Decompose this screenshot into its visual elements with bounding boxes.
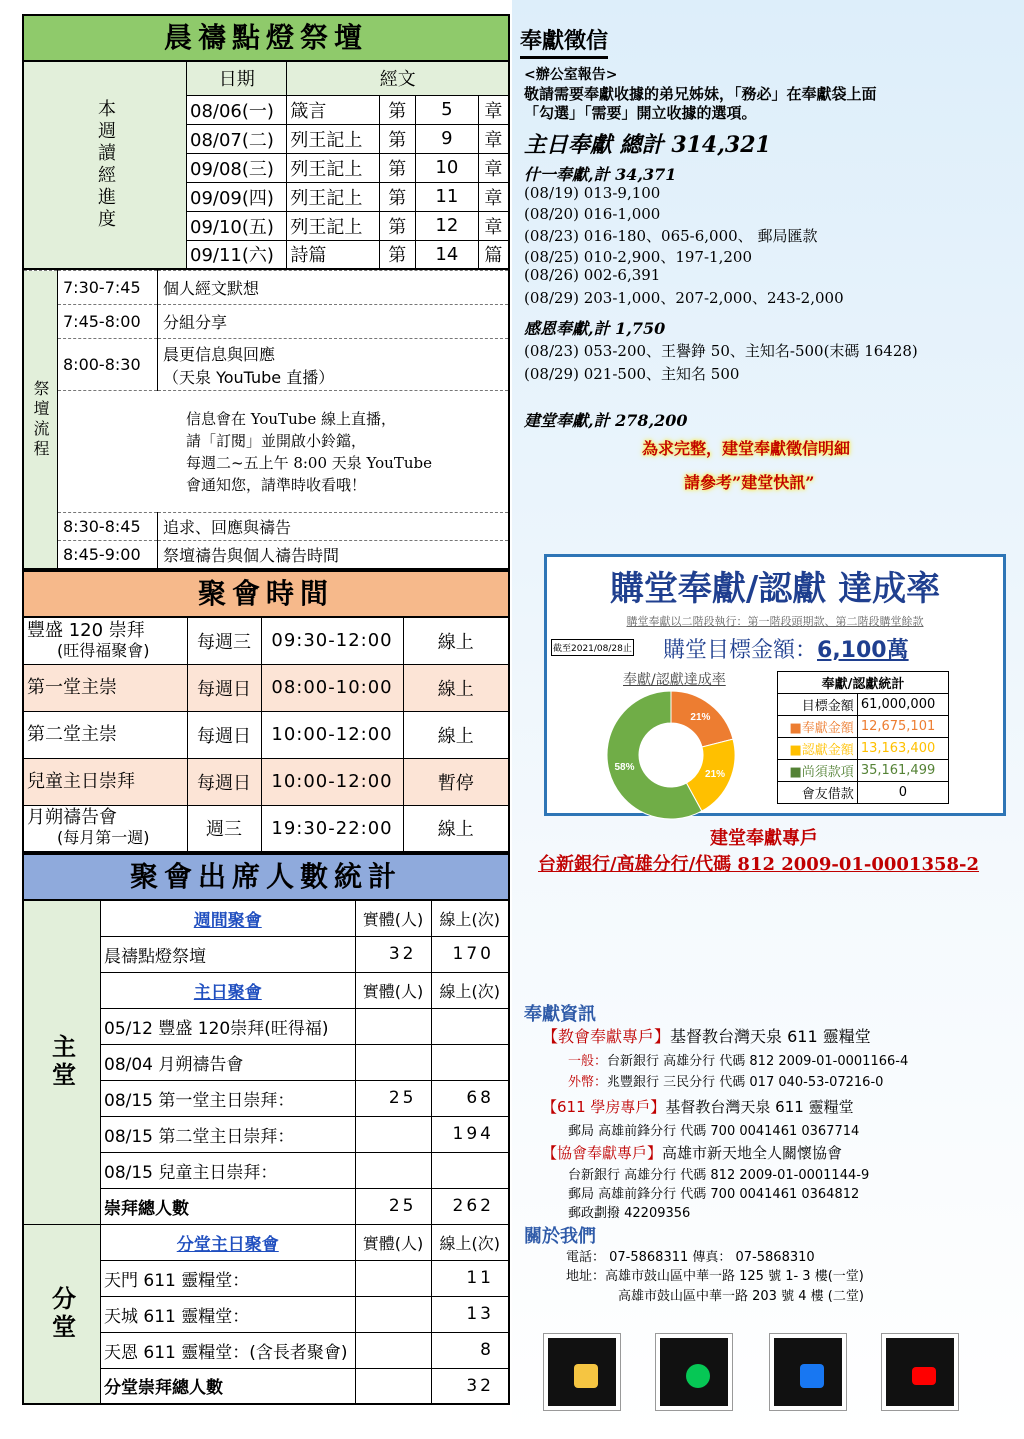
- stats-label: ■奉獻金額: [778, 716, 858, 738]
- meeting-name: [23, 805, 187, 852]
- attendance-section-head[interactable]: 週間聚會: [101, 900, 356, 936]
- attendance-online: 68: [431, 1080, 509, 1116]
- stats-label: 會友借款: [778, 782, 858, 804]
- meeting-table: [22, 616, 510, 853]
- info-org: 高雄市新天地全人關懷協會: [662, 1144, 843, 1162]
- flow-item: 分組分享: [158, 305, 510, 339]
- flow-item: 追求、回應與禱告: [158, 513, 510, 541]
- info-heading: 【教會奉獻專戶】: [542, 1027, 671, 1046]
- reading-date: 09/08(三): [187, 153, 287, 182]
- youtube-note: [58, 391, 510, 513]
- thanks-line: (08/29) 021-500、主知名 500: [524, 365, 740, 383]
- note-line: 請「訂閱」並開啟小鈴鐺，: [186, 431, 367, 450]
- flow-time: 8:30-8:45: [58, 513, 158, 541]
- meeting-mode: 線上: [403, 805, 509, 852]
- box-title: 購堂奉獻/認獻 達成率: [609, 569, 941, 609]
- donut-label: 21%: [690, 712, 711, 724]
- reading-date: 08/06(一): [187, 95, 287, 124]
- flow-item: 個人經文默想: [158, 271, 510, 305]
- meeting-day: 每週日: [187, 664, 261, 711]
- meeting-row: [23, 664, 509, 711]
- attendance-head-row: [23, 1224, 509, 1260]
- attendance-in: [355, 1332, 431, 1368]
- attendance-name: 08/04 月朔禱告會: [101, 1044, 356, 1080]
- reading-ch: 第: [379, 124, 415, 153]
- reading-date: 09/09(四): [187, 182, 287, 211]
- reading-date: 09/10(五): [187, 211, 287, 240]
- stats-row: [778, 694, 949, 716]
- reading-unit: 篇: [478, 240, 509, 269]
- flow-time: 8:00-8:30: [58, 339, 158, 391]
- office-report: <辦公室報告>: [524, 67, 618, 83]
- stats-row: [778, 760, 949, 782]
- info-org: 基督教台灣天泉 611 靈糧堂: [665, 1098, 854, 1116]
- target-value: 6,100萬: [817, 638, 909, 663]
- stats-value: 0: [857, 782, 948, 804]
- meeting-mode: 線上: [403, 711, 509, 758]
- attendance-in: [355, 1008, 431, 1044]
- reading-num: 14: [415, 240, 478, 269]
- qr-youtube-icon[interactable]: [882, 1334, 958, 1410]
- reading-book: 列王記上: [287, 182, 379, 211]
- qr-611-logo-icon[interactable]: [544, 1334, 620, 1410]
- meeting-mode: 線上: [403, 617, 509, 664]
- date-header: 日期: [187, 61, 287, 95]
- col-online-header: 線上(次): [431, 900, 509, 936]
- thanks-line: (08/23) 053-200、王譽錚 50、主知名-500(末碼 16428): [524, 342, 918, 360]
- attendance-in: [355, 1152, 431, 1188]
- meeting-title: 聚會時間: [22, 570, 510, 616]
- sunday-total: 主日奉獻 總計 314,321: [524, 132, 771, 158]
- meeting-name-line: (每月第一週): [57, 828, 150, 848]
- stats-label: ■尚須款項: [778, 760, 858, 782]
- meeting-time: 19:30-22:00: [261, 805, 403, 852]
- reading-date: 08/07(二): [187, 124, 287, 153]
- about-title: 關於我們: [524, 1226, 596, 1247]
- attendance-online: 11: [431, 1260, 509, 1296]
- reading-unit: 章: [478, 182, 509, 211]
- right-column: [512, 0, 1024, 1439]
- meeting-day: 每週三: [187, 617, 261, 664]
- attendance-title: 聚會出席人數統計: [22, 853, 510, 899]
- chart-title: 奉獻/認獻達成率: [623, 672, 726, 688]
- stats-value: 13,163,400: [857, 738, 948, 760]
- scripture-header: 經文: [287, 61, 509, 95]
- reading-num: 9: [415, 124, 478, 153]
- building-note: 為求完整，建堂奉獻徵信明細: [642, 439, 851, 458]
- prayer-title: 晨禱點燈祭壇: [22, 14, 510, 60]
- info-detail: 兆豐銀行 三民分行 代碼 017 040-53-07216-0: [607, 1075, 884, 1090]
- attendance-name: 08/15 兒童主日崇拜：: [101, 1152, 356, 1188]
- reading-unit: 章: [478, 211, 509, 240]
- attendance-group-label: 分堂: [23, 1224, 101, 1404]
- date-tag: 截至2021/08/28止: [551, 639, 634, 656]
- stats-table: [777, 671, 949, 804]
- attendance-online: 8: [431, 1332, 509, 1368]
- attendance-online: 170: [431, 936, 509, 972]
- reading-date: 09/11(六): [187, 240, 287, 269]
- attendance-in: [355, 1368, 431, 1404]
- meeting-name: [23, 617, 187, 664]
- col-in-header: 實體(人): [355, 972, 431, 1008]
- qr-facebook-icon[interactable]: [770, 1334, 846, 1410]
- flow-time: 7:45-8:00: [58, 305, 158, 339]
- meeting-name-line: 兒童主日崇拜: [27, 770, 135, 792]
- info-line: [542, 1024, 871, 1047]
- attendance-online: [431, 1008, 509, 1044]
- attendance-in: 32: [355, 936, 431, 972]
- note-line: 信息會在 YouTube 線上直播，: [186, 409, 396, 428]
- tithe-heading: 什一奉獻,計 34,371: [524, 165, 677, 184]
- donut-label: 21%: [705, 769, 726, 781]
- attendance-online: 32: [431, 1368, 509, 1404]
- meeting-time: 10:00-12:00: [261, 711, 403, 758]
- attendance-name: 天城 611 靈糧堂：: [101, 1296, 356, 1332]
- tithe-line: (08/29) 203-1,000、207-2,000、243-2,000: [524, 289, 844, 307]
- stats-title: 奉獻/認獻統計: [778, 672, 949, 694]
- attendance-name: 晨禱點燈祭壇: [101, 936, 356, 972]
- donut-chart: [601, 685, 741, 825]
- attendance-name: 分堂崇拜總人數: [101, 1368, 356, 1404]
- reading-label: 本週讀經進度: [23, 61, 187, 269]
- meeting-row: [23, 711, 509, 758]
- meeting-day: 每週日: [187, 711, 261, 758]
- attendance-section-head[interactable]: 主日聚會: [101, 972, 356, 1008]
- col-in-header: 實體(人): [355, 900, 431, 936]
- info-line: [568, 1050, 908, 1069]
- reading-book: 箴言: [287, 95, 379, 124]
- attendance-name: 天恩 611 靈糧堂：(含長者聚會): [101, 1332, 356, 1368]
- attendance-head-row: [23, 900, 509, 936]
- reading-ch: 第: [379, 240, 415, 269]
- meeting-name: [23, 758, 187, 805]
- reading-ch: 第: [379, 153, 415, 182]
- info-heading: 【611 學房專戶】: [542, 1098, 666, 1116]
- reading-book: 詩篇: [287, 240, 379, 269]
- attendance-name: 天門 611 靈糧堂：: [101, 1260, 356, 1296]
- building-note: 請參考”建堂快訊”: [684, 473, 815, 492]
- account-line: 台新銀行/高雄分行/代碼 812 2009-01-0001358-2: [538, 854, 980, 875]
- attendance-in: 25: [355, 1080, 431, 1116]
- info-line: [542, 1142, 842, 1163]
- offering-title: 奉獻徵信: [520, 24, 608, 59]
- meeting-day: 每週日: [187, 758, 261, 805]
- box-subtitle: 購堂奉獻以二階段執行：第一階段頭期款、第二階段購堂餘款: [626, 615, 924, 628]
- about-phone: 電話： 07-5868311 傳真： 07-5868310: [566, 1250, 815, 1265]
- flow-item: [158, 339, 510, 391]
- reading-ch: 第: [379, 182, 415, 211]
- notice-line: 敬請需要奉獻收據的弟兄姊妹，「務必」在奉獻袋上面: [524, 85, 877, 103]
- stats-label: ■認獻金額: [778, 738, 858, 760]
- thanks-heading: 感恩奉獻,計 1,750: [524, 319, 666, 338]
- attendance-in: [355, 1116, 431, 1152]
- reading-ch: 第: [379, 95, 415, 124]
- tithe-line: (08/26) 002-6,391: [524, 266, 661, 285]
- info-detail: 台新銀行 高雄分行 代碼 812 2009-01-0001144-9: [568, 1168, 870, 1183]
- flow-label: 祭壇流程: [23, 271, 58, 570]
- tithe-line: (08/23) 016-180、065-6,000、 郵局匯款: [524, 227, 818, 246]
- account-title: 建堂奉獻專戶: [710, 828, 818, 849]
- info-detail: 郵政劃撥 42209356: [568, 1206, 691, 1221]
- attendance-in: 25: [355, 1188, 431, 1224]
- meeting-day: 週三: [187, 805, 261, 852]
- qr-line-icon[interactable]: [656, 1334, 732, 1410]
- reading-book: 列王記上: [287, 153, 379, 182]
- left-column: [22, 14, 510, 1405]
- reading-unit: 章: [478, 95, 509, 124]
- attendance-name: 08/15 第二堂主日崇拜：: [101, 1116, 356, 1152]
- attendance-table: [22, 899, 510, 1405]
- reading-unit: 章: [478, 124, 509, 153]
- info-title: 奉獻資訊: [524, 1004, 596, 1025]
- building-heading: 建堂奉獻,計 278,200: [524, 411, 688, 430]
- info-detail: 台新銀行 高雄分行 代碼 812 2009-01-0001166-4: [607, 1054, 909, 1069]
- flow-item: 祭壇禱告與個人禱告時間: [158, 541, 510, 570]
- meeting-name: [23, 664, 187, 711]
- attendance-online: [431, 1152, 509, 1188]
- attendance-online: [431, 1044, 509, 1080]
- reading-book: 列王記上: [287, 211, 379, 240]
- info-tag: 外幣：: [568, 1075, 608, 1090]
- stats-value: 35,161,499: [857, 760, 948, 782]
- target-line: [663, 633, 909, 664]
- meeting-row: [23, 617, 509, 664]
- stats-row: [778, 782, 949, 804]
- reading-num: 5: [415, 95, 478, 124]
- reading-num: 12: [415, 211, 478, 240]
- attendance-online: 262: [431, 1188, 509, 1224]
- tithe-line: (08/19) 013-9,100: [524, 184, 661, 202]
- reading-table: [22, 60, 510, 270]
- info-line: [568, 1071, 883, 1090]
- info-org: 基督教台灣天泉 611 靈糧堂: [670, 1027, 871, 1046]
- flow-item-line: （天泉 YouTube 直播）: [163, 367, 335, 387]
- flow-table: [22, 270, 510, 570]
- stats-value: 61,000,000: [857, 694, 948, 716]
- attendance-in: [355, 1260, 431, 1296]
- flow-item-line: 晨更信息與回應: [163, 344, 276, 364]
- flow-time: 7:30-7:45: [58, 271, 158, 305]
- meeting-name-line: 第二堂主崇: [27, 723, 117, 745]
- attendance-online: 13: [431, 1296, 509, 1332]
- col-online-header: 線上(次): [431, 972, 509, 1008]
- meeting-name-line: (旺得福聚會): [57, 640, 150, 660]
- col-in-header: 實體(人): [355, 1224, 431, 1260]
- building-progress-box: [544, 554, 1006, 816]
- info-detail: 郵局 高雄前鋒分行 代碼 700 0041461 0367714: [568, 1124, 860, 1139]
- attendance-name: 05/12 豐盛 120崇拜(旺得福): [101, 1008, 356, 1044]
- stats-label: 目標金額: [778, 694, 858, 716]
- about-address: 高雄市鼓山區中華一路 203 號 4 樓 (二堂): [618, 1289, 864, 1304]
- stats-value: 12,675,101: [857, 716, 948, 738]
- info-line: [542, 1096, 854, 1117]
- reading-num: 10: [415, 153, 478, 182]
- attendance-name: 08/15 第一堂主日崇拜：: [101, 1080, 356, 1116]
- meeting-name: [23, 711, 187, 758]
- info-tag: 一般：: [568, 1054, 608, 1069]
- target-label: 購堂目標金額：: [663, 638, 818, 663]
- donut-label: 58%: [614, 761, 635, 773]
- meeting-name-line: 豐盛 120 崇拜: [27, 619, 145, 641]
- meeting-time: 09:30-12:00: [261, 617, 403, 664]
- attendance-online: 194: [431, 1116, 509, 1152]
- attendance-name: 崇拜總人數: [101, 1188, 356, 1224]
- flow-time: 8:45-9:00: [58, 541, 158, 570]
- reading-num: 11: [415, 182, 478, 211]
- meeting-row: [23, 758, 509, 805]
- info-heading: 【協會奉獻專戶】: [542, 1144, 663, 1162]
- meeting-time: 08:00-10:00: [261, 664, 403, 711]
- attendance-group-label: 主堂: [23, 900, 101, 1224]
- attendance-in: [355, 1296, 431, 1332]
- attendance-section-head[interactable]: 分堂主日聚會: [101, 1224, 356, 1260]
- stats-row: [778, 716, 949, 738]
- notice-line: 「勾選」「需要」開立收據的選項。: [524, 104, 757, 122]
- reading-ch: 第: [379, 211, 415, 240]
- reading-unit: 章: [478, 153, 509, 182]
- tithe-line: (08/25) 010-2,900、197-1,200: [524, 247, 752, 266]
- meeting-row: [23, 805, 509, 852]
- meeting-name-line: 第一堂主崇: [27, 676, 117, 698]
- meeting-mode: 暫停: [403, 758, 509, 805]
- about-address: 地址：高雄市鼓山區中華一路 125 號 1- 3 樓(一堂): [566, 1269, 864, 1284]
- tithe-line: (08/20) 016-1,000: [524, 204, 661, 223]
- attendance-in: [355, 1044, 431, 1080]
- reading-book: 列王記上: [287, 124, 379, 153]
- col-online-header: 線上(次): [431, 1224, 509, 1260]
- meeting-name-line: 月朔禱告會: [27, 807, 117, 829]
- note-line: 會通知您，請準時收看哦！: [186, 475, 367, 494]
- stats-row: [778, 738, 949, 760]
- meeting-mode: 線上: [403, 664, 509, 711]
- info-detail: 郵局 高雄前鋒分行 代碼 700 0041461 0364812: [568, 1187, 860, 1202]
- note-line: 每週二~五上午 8:00 天泉 YouTube: [186, 453, 432, 472]
- meeting-time: 10:00-12:00: [261, 758, 403, 805]
